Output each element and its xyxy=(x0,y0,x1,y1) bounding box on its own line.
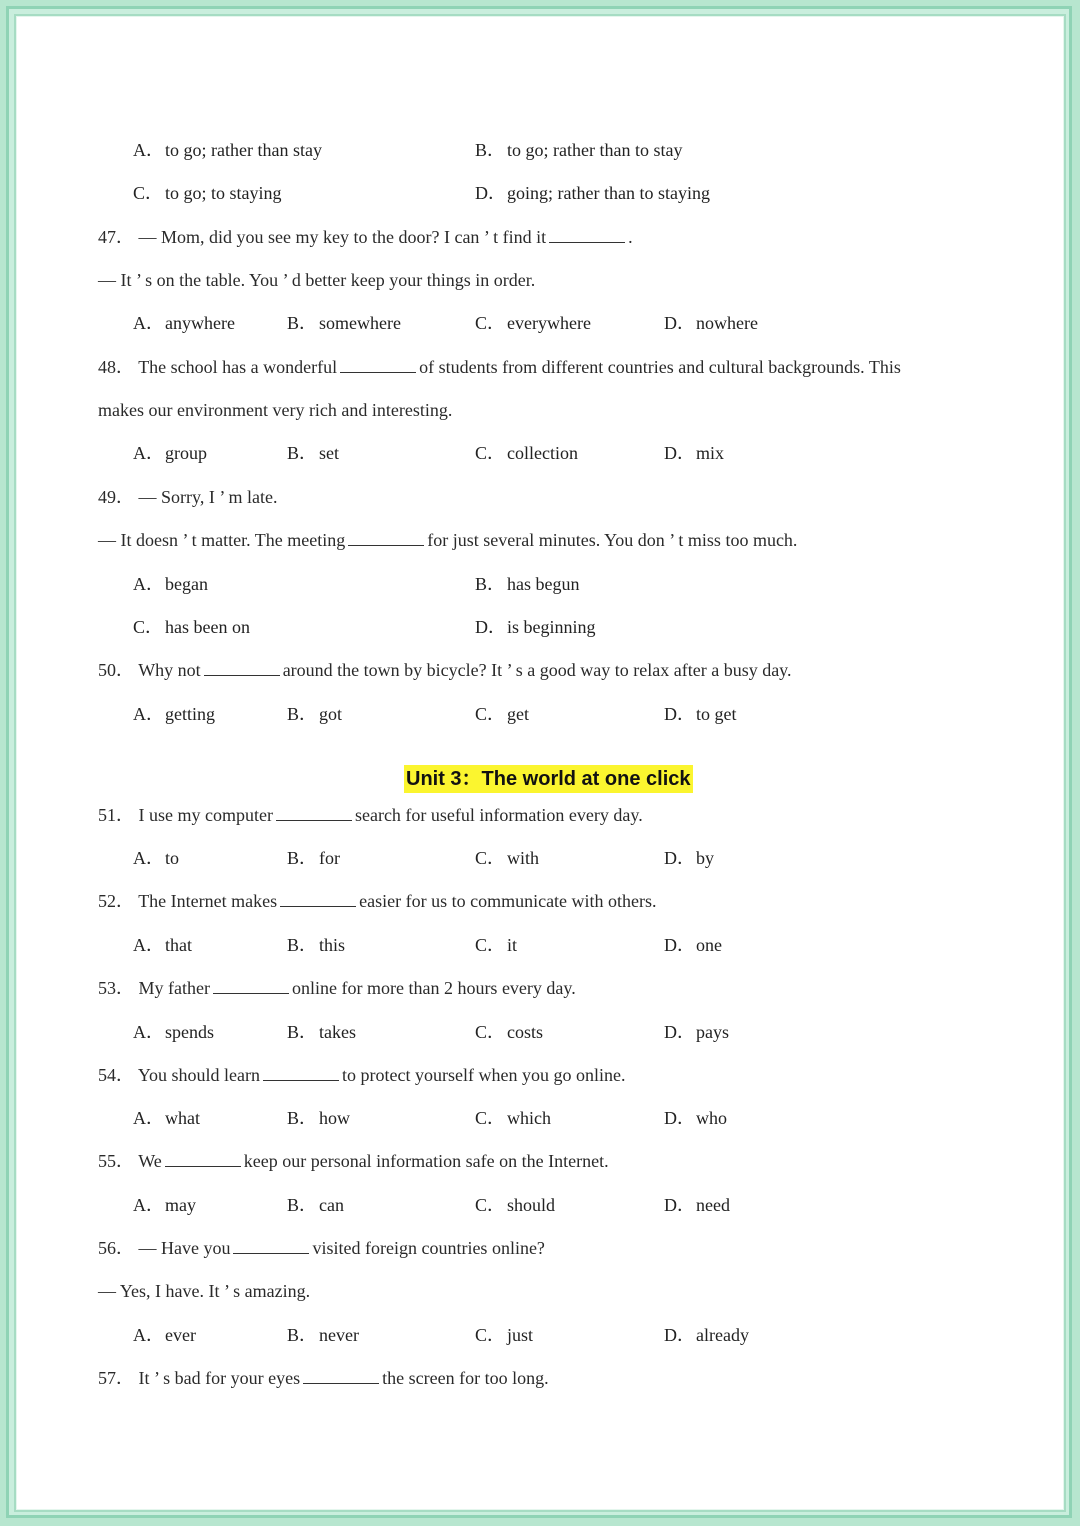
unit-heading: Unit 3：The world at one click xyxy=(404,765,693,793)
q46-option-a: A．to go; rather than stay xyxy=(133,140,322,160)
q47-option-d: D．nowhere xyxy=(664,313,758,333)
q55-option-d: D．need xyxy=(664,1195,730,1215)
q56-reply: — Yes, I have. It ’ s amazing. xyxy=(98,1281,311,1301)
q49-question: 49． — Sorry, I ’ m late. xyxy=(98,487,278,507)
answer-blank xyxy=(280,890,356,907)
q48-question-cont: makes our environment very rich and interesting. xyxy=(98,400,453,420)
q51-question: 51． I use my computer search for useful information every day. xyxy=(98,805,643,825)
answer-blank xyxy=(276,804,352,821)
q46-option-c: C． to go; to staying xyxy=(133,183,282,203)
q47-reply: — It ’ s on the table. You ’ d better keep your things in order. xyxy=(98,270,536,290)
q48-option-d: D．mix xyxy=(664,443,725,463)
q53-option-b: B． takes xyxy=(287,1022,356,1042)
q56-option-d: D．already xyxy=(664,1325,749,1345)
answer-blank xyxy=(348,529,424,546)
q46-option-b: B． to go; rather than to stay xyxy=(475,140,683,160)
q48-option-a: A．group xyxy=(133,443,207,463)
q52-option-d: D．one xyxy=(664,935,722,955)
q48-question: 48． The school has a wonderful of students from different countries and cultural backgrounds. This xyxy=(98,357,901,377)
q55-question: 55． We keep our personal information safe on the Internet. xyxy=(98,1151,609,1171)
q54-option-d: D．who xyxy=(664,1108,727,1128)
q54-question: 54． You should learn to protect yourself when you go online. xyxy=(98,1065,626,1085)
answer-blank xyxy=(233,1237,309,1254)
answer-blank xyxy=(204,659,280,676)
answer-blank xyxy=(165,1150,241,1167)
q52-option-b: B． this xyxy=(287,935,346,955)
q48-option-c: C． collection xyxy=(475,443,578,463)
q49-reply: — It doesn ’ t matter. The meeting for just several minutes. You don ’ t miss too much. xyxy=(98,530,798,550)
q56-option-a: A．ever xyxy=(133,1325,196,1345)
q55-option-c: C． should xyxy=(475,1195,556,1215)
q51-option-d: D．by xyxy=(664,848,714,868)
q54-option-b: B． how xyxy=(287,1108,350,1128)
q53-option-a: A．spends xyxy=(133,1022,214,1042)
q51-option-a: A．to xyxy=(133,848,180,868)
q54-option-a: A．what xyxy=(133,1108,200,1128)
q49-option-c: C． has been on xyxy=(133,617,250,637)
q50-option-b: B． got xyxy=(287,704,343,724)
answer-blank xyxy=(549,226,625,243)
q55-option-b: B． can xyxy=(287,1195,344,1215)
q57-question: 57． It ’ s bad for your eyes the screen for too long. xyxy=(98,1368,549,1388)
q51-option-c: C． with xyxy=(475,848,540,868)
answer-blank xyxy=(303,1367,379,1384)
q56-option-c: C． just xyxy=(475,1325,534,1345)
q53-option-d: D．pays xyxy=(664,1022,729,1042)
q53-question: 53． My father online for more than 2 hours every day. xyxy=(98,978,576,998)
q50-option-a: A．getting xyxy=(133,704,215,724)
answer-blank xyxy=(213,977,289,994)
q52-option-c: C． it xyxy=(475,935,518,955)
q50-question: 50． Why not around the town by bicycle? It ’ s a good way to relax after a busy day. xyxy=(98,660,792,680)
q49-option-a: A．began xyxy=(133,574,208,594)
q47-option-a: A．anywhere xyxy=(133,313,235,333)
answer-blank xyxy=(263,1064,339,1081)
q48-option-b: B． set xyxy=(287,443,339,463)
q47-option-b: B． somewhere xyxy=(287,313,401,333)
q49-option-d: D．is beginning xyxy=(475,617,596,637)
q47-option-c: C． everywhere xyxy=(475,313,591,333)
q50-option-d: D．to get xyxy=(664,704,737,724)
answer-blank xyxy=(340,356,416,373)
q49-option-b: B． has begun xyxy=(475,574,580,594)
q50-option-c: C． get xyxy=(475,704,529,724)
q56-option-b: B． never xyxy=(287,1325,359,1345)
q51-option-b: B． for xyxy=(287,848,340,868)
q47-question: 47． — Mom, did you see my key to the door? I can ’ t find it . xyxy=(98,227,633,247)
q52-option-a: A．that xyxy=(133,935,192,955)
q56-question: 56． — Have you visited foreign countries online? xyxy=(98,1238,545,1258)
q55-option-a: A．may xyxy=(133,1195,196,1215)
q46-option-d: D．going; rather than to staying xyxy=(475,183,710,203)
q52-question: 52． The Internet makes easier for us to communicate with others. xyxy=(98,891,657,911)
q53-option-c: C． costs xyxy=(475,1022,543,1042)
q54-option-c: C． which xyxy=(475,1108,551,1128)
